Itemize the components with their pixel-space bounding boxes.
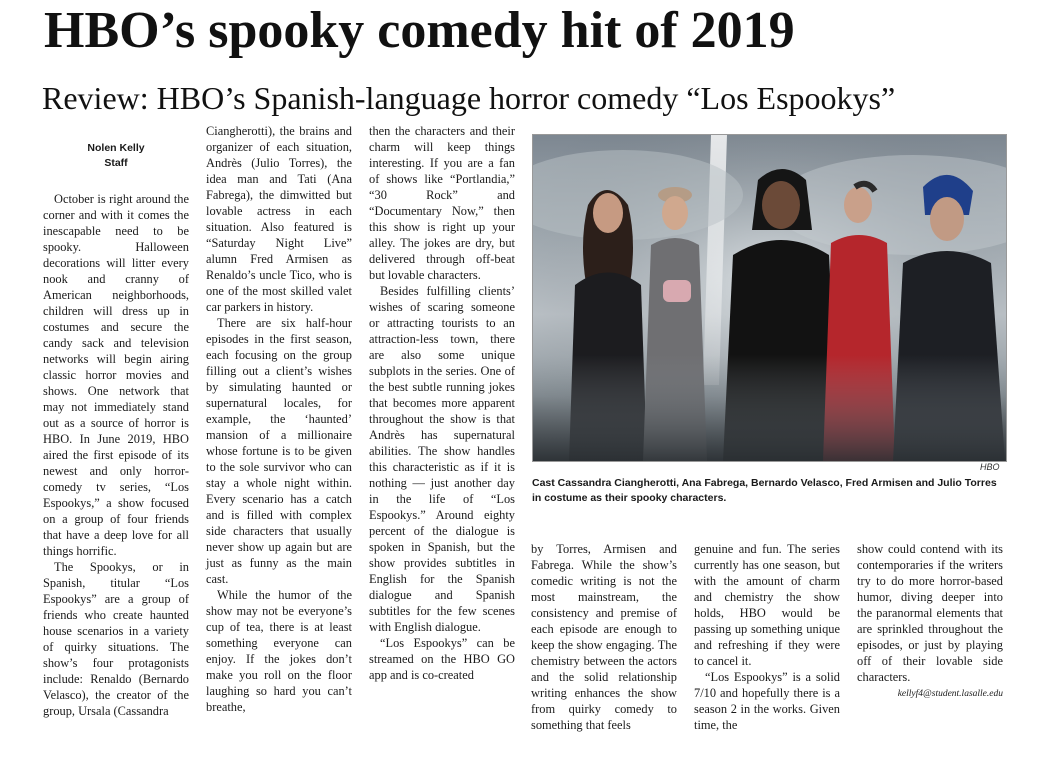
photo-caption: Cast Cassandra Ciangherotti, Ana Fabrega, Bernardo Velasco, Fred Armisen and Julio Torres in costume as their spooky characters. [532,477,997,504]
byline [43,141,189,171]
paragraph: genuine and fun. The series currently has one season, but with the amount of charm and chemistry the show holds, HBO would be passing up something unique and refreshing if they were to cancel it. [694,542,840,668]
headline: HBO’s spooky comedy hit of 2019 [44,2,795,59]
paragraph: Ciangherotti), the brains and organizer of each situation, Andrès (Julio Torres), the idea man and Tati (Ana Fabrega), the dimwitted but lovable actress in each situation. Also featured is “Saturday Night Live” alumn Fred Armisen as Renaldo’s uncle Tico, who is one of the most skilled valet car parkers in history. [206,124,352,314]
paragraph: show could contend with its contemporaries if the writers try to do more horror-based humor, diving deeper into the paranormal elements that are sprinkled throughout the episodes, or just by playing off of their lovable side characters. [857,542,1003,684]
paragraph: While the humor of the show may not be everyone’s cup of tea, there is at least something everyone can enjoy. If the jokes don’t make you roll on the floor laughing so hard you can’t breathe, [206,588,352,714]
paragraph: The Spookys, or in Spanish, titular “Los Espookys” are a group of friends who create haunted house scenarios in a variety of quirky situations. The show’s four protagonists include: Renaldo (Bernardo Velasco), the creator of the group, Ursala (Cassandra [43,560,189,718]
article-column-2 [206,123,352,715]
article-column-1 [43,123,189,719]
paragraph: There are six half-hour episodes in the first season, each focusing on the group filling out a client’s wishes by simulating haunted or supernatural locales, for example, the ‘haunted’ mansion of a millionaire whose fortune is to be given to the sole survivor who can stay a whole night within. Every scenario has a catch and is filled with complex side characters that usually never show up again but are just as funny as the main cast. [206,316,352,586]
author-name: Nolen Kelly [87,142,145,154]
author-email: kellyf4@student.lasalle.edu [897,689,1003,699]
paragraph: Besides fulfilling clients’ wishes of scaring someone or attracting tourists to an attraction-less town, there are also some unique subplots in the series. One of the best subtle running jokes that becomes more apparent throughout the show is that Andrès has supernatural abilities. The show handles this characteristic as if it is nothing — just another day in the life of “Los Espookys.” Around eighty percent of the dialogue is spoken in Spanish, but the show provides subtitles in English for the Spanish dialogue and Spanish subtitles for the few scenes with English dialogue. [369,284,515,634]
cast-photo-image [533,135,1006,461]
article-column-6 [857,541,1003,702]
subheadline: Review: HBO’s Spanish-language horror comedy “Los Espookys” [42,80,896,116]
cast-photo [532,134,1007,462]
article-column-3 [369,123,515,683]
photo-credit: HBO [980,462,1000,472]
author-role: Staff [104,157,128,169]
article-column-5 [694,541,840,733]
paragraph: by Torres, Armisen and Fabrega. While the show’s comedic writing is not the most mainstream, the consistency and premise of each episode are enough to keep the show engaging. The chemistry between the actors and the solid relationship writing enhances the show from quirky comedy to something that feels [531,542,677,732]
paragraph: then the characters and their charm will keep things interesting. If you are a fan of shows like “Portlandia,” “30 Rock” and “Documentary Now,” then this show is right up your alley. The jokes are dry, but delivered through off-beat but lovable characters. [369,124,515,282]
paragraph: October is right around the corner and with it comes the inescapable need to be spooky. Halloween decorations will litter every nook and cranny of American neighborhoods, children will dress up in costumes and secure the candy sack and television networks will begin airing classic horror movies and shows. One network that may not immediately stand out as a source of horror is HBO. In June 2019, HBO aired the first episode of its newest and only horror-comedy tv series, “Los Espookys,” a show focused on a group of four friends that have a deep love for all things horrific. [43,192,189,558]
paragraph: “Los Espookys” is a solid 7/10 and hopefully there is a season 2 in the works. Given time, the [694,670,840,732]
paragraph: “Los Espookys” can be streamed on the HBO GO app and is co-created [369,636,515,682]
article-column-4 [531,541,677,733]
